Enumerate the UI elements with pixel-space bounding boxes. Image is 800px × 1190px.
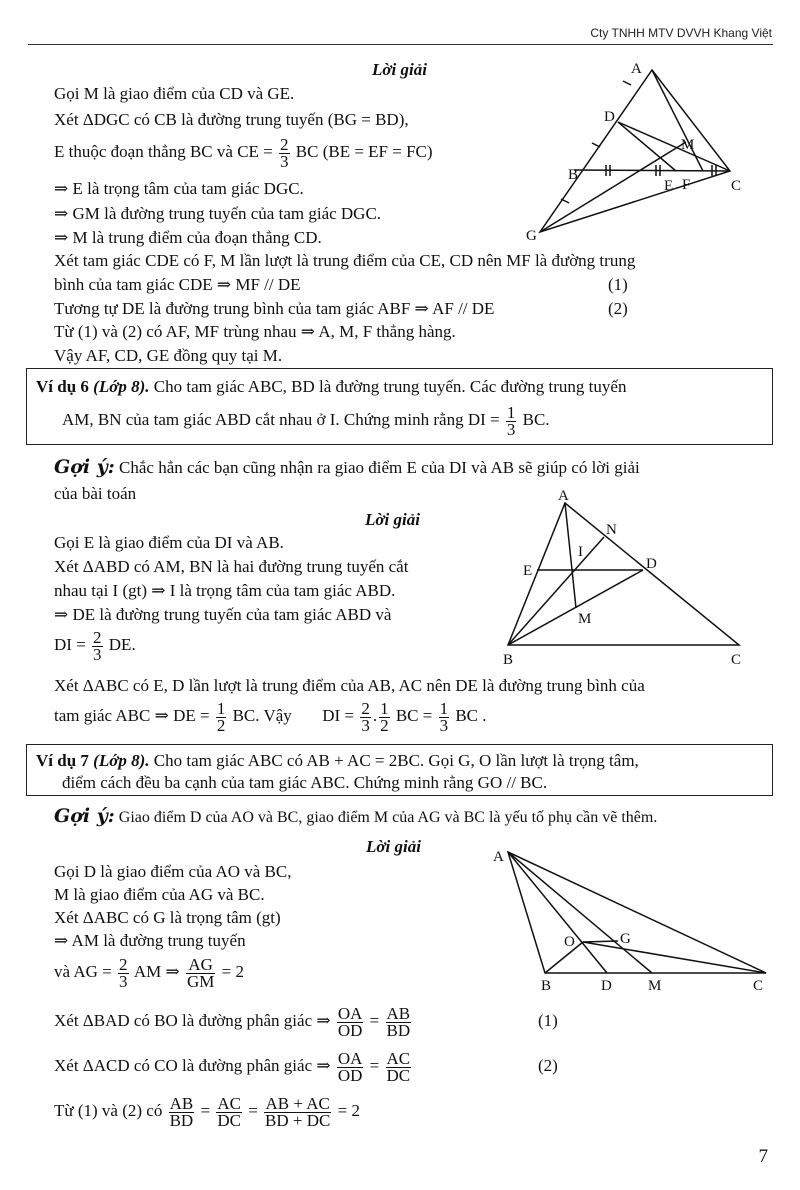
- point-label: A: [493, 849, 504, 865]
- text-line: ⇒ AM là đường trung tuyến: [54, 931, 246, 950]
- text-line: Xét ΔABC có E, D lần lượt là trung điểm của AB, AC nên DE là đường trung bình của: [54, 676, 645, 695]
- text-part: .: [372, 706, 378, 725]
- numerator: OA: [337, 1048, 363, 1068]
- numerator: 1: [506, 402, 516, 422]
- point-label: B: [568, 167, 579, 183]
- text-line: Từ (1) và (2) có AF, MF trùng nhau ⇒ A, M, F thẳng hàng.: [54, 322, 456, 341]
- numerator: AC: [386, 1048, 411, 1068]
- point-label: B: [541, 978, 552, 994]
- point-label: A: [631, 61, 642, 77]
- equation-tag: (1): [608, 275, 628, 294]
- segment-og: [583, 941, 618, 942]
- text-part: =: [200, 1101, 211, 1120]
- point-label: C: [731, 652, 742, 668]
- denominator: 3: [119, 971, 128, 991]
- text-part: Xét ΔACD có CO là đường phân giác ⇒: [54, 1056, 331, 1075]
- point-label: E: [664, 178, 674, 194]
- equation-tag: (2): [538, 1056, 558, 1075]
- numerator: AB + AC: [265, 1093, 330, 1113]
- point-label: D: [646, 556, 657, 572]
- text-part: AM, BN của tam giác ABD cắt nhau ở I. Chứng minh rằng DI =: [62, 410, 500, 429]
- text-line: nhau tại I (gt) ⇒ I là trọng tâm của tam giác ABD.: [54, 581, 396, 600]
- text-line: điểm cách đều ba cạnh của tam giác ABC. Chứng minh rằng GO // BC.: [62, 773, 548, 792]
- denominator: 3: [439, 715, 449, 735]
- text-part: và AG =: [54, 962, 112, 981]
- numerator: 1: [380, 698, 389, 718]
- segment-oc: [583, 942, 766, 973]
- section-heading: Lời giải: [372, 60, 427, 79]
- numerator: AB: [386, 1003, 411, 1023]
- text-part: =: [369, 1056, 380, 1075]
- text-line: Xét ΔABC có G là trọng tâm (gt): [54, 908, 281, 927]
- denominator: OD: [337, 1065, 363, 1085]
- numerator: AG: [186, 957, 215, 974]
- section-heading: Lời giải: [366, 837, 421, 856]
- segment-ad: [508, 852, 607, 973]
- text-line: ⇒ GM là đường trung tuyến của tam giác DGC.: [54, 204, 382, 223]
- triangle-abc: [508, 852, 766, 973]
- denominator: DC: [386, 1065, 411, 1085]
- text-line: M là giao điểm của AG và BC.: [54, 885, 265, 904]
- text-part: = 2: [337, 1101, 360, 1120]
- text-part: tam giác ABC ⇒ DE =: [54, 706, 210, 725]
- numerator: AB: [169, 1093, 194, 1113]
- point-label: C: [753, 978, 764, 994]
- text-line: ⇒ M là trung điểm của đoạn thẳng CD.: [54, 228, 322, 247]
- text-part: Cho tam giác ABC, BD là đường trung tuyến. Các đường trung tuyến: [153, 377, 627, 396]
- text-line: Tương tự DE là đường trung bình của tam giác ABF ⇒ AF // DE: [54, 299, 495, 318]
- example-grade: (Lớp 8).: [93, 377, 150, 396]
- numerator: OA: [337, 1003, 363, 1023]
- numerator: 2: [119, 954, 128, 974]
- denominator: DC: [217, 1110, 241, 1130]
- text-part: BC (BE = EF = FC): [295, 142, 433, 161]
- text-line: Gọi M là giao điểm của CD và GE.: [54, 84, 295, 103]
- numerator: 1: [439, 698, 449, 718]
- text-line: Gọi D là giao điểm của AO và BC,: [54, 862, 292, 881]
- text-line: Xét ΔABD có AM, BN là hai đường trung tuyến cắt: [54, 557, 409, 576]
- text-part: Giao điểm D của AO và BC, giao điểm M của AG và BC là yếu tố phụ cần vẽ thêm.: [118, 809, 658, 826]
- denominator: 3: [506, 419, 516, 439]
- point-label: C: [731, 178, 742, 194]
- text-part: Cho tam giác ABC có AB + AC = 2BC. Gọi G, O lần lượt là trọng tâm,: [153, 751, 639, 770]
- text-line: Vậy AF, CD, GE đồng quy tại M.: [54, 346, 283, 365]
- text-part: =: [248, 1101, 258, 1120]
- text-part: AM ⇒: [133, 962, 180, 981]
- point-label: E: [523, 563, 533, 579]
- text-part: DI =: [54, 635, 86, 654]
- denominator: 3: [361, 715, 370, 735]
- text-part: DI =: [322, 706, 355, 725]
- point-label: F: [682, 177, 691, 193]
- denominator: OD: [337, 1020, 363, 1040]
- numerator: 2: [280, 134, 289, 154]
- denominator: GM: [186, 971, 215, 991]
- publisher-header: Cty TNHH MTV DVVH Khang Việt: [590, 26, 772, 40]
- text-line: Xét tam giác CDE có F, M lần lượt là trung điểm của CE, CD nên MF là đường trung: [54, 251, 636, 270]
- denominator: 3: [93, 644, 102, 664]
- equation-tag: (1): [538, 1011, 558, 1030]
- text-line: bình của tam giác CDE ⇒ MF // DE: [54, 275, 301, 294]
- text-part: Từ (1) và (2) có: [54, 1101, 163, 1120]
- point-label: G: [526, 228, 537, 244]
- text-line: ⇒ E là trọng tâm của tam giác DGC.: [54, 179, 304, 198]
- text-part: BC =: [395, 706, 433, 725]
- point-label: M: [681, 137, 695, 153]
- segment-am: [508, 852, 652, 973]
- text-part: E thuộc đoạn thẳng BC và CE =: [54, 142, 273, 161]
- text-line: của bài toán: [54, 484, 137, 503]
- point-label: M: [648, 978, 662, 994]
- denominator: BD + DC: [265, 1110, 331, 1130]
- denominator: BD: [386, 1020, 411, 1040]
- text-line: Gọi E là giao điểm của DI và AB.: [54, 533, 284, 552]
- section-heading: Lời giải: [365, 510, 420, 529]
- example-label: Ví dụ 6: [36, 377, 89, 396]
- denominator: BD: [169, 1110, 194, 1130]
- text-line: ⇒ DE là đường trung tuyến của tam giác ABD và: [54, 605, 392, 624]
- text-part: Chắc hẳn các bạn cũng nhận ra giao điểm E của DI và AB sẽ giúp có lời giải: [119, 458, 640, 477]
- page-number: 7: [758, 1146, 768, 1167]
- denominator: 3: [280, 151, 289, 171]
- example-label: Ví dụ 7: [36, 751, 89, 770]
- denominator: 2: [380, 715, 389, 735]
- equation-tag: (2): [608, 299, 628, 318]
- point-label: M: [578, 611, 592, 627]
- numerator: 2: [93, 627, 102, 647]
- denominator: 2: [216, 715, 226, 735]
- text-part: =: [369, 1011, 380, 1030]
- point-label: N: [606, 522, 617, 538]
- numerator: 1: [216, 698, 226, 718]
- point-label: A: [558, 488, 569, 504]
- example-grade: (Lớp 8).: [93, 751, 150, 770]
- numerator: 2: [361, 698, 370, 718]
- text-part: BC.: [522, 410, 550, 429]
- text-part: BC. Vậy: [232, 706, 292, 725]
- text-part: = 2: [221, 962, 244, 981]
- point-label: O: [564, 934, 575, 950]
- text-part: BC .: [455, 706, 487, 725]
- point-label: I: [578, 544, 583, 560]
- hint-label: Gợi ý:: [54, 805, 115, 827]
- point-label: G: [620, 931, 631, 947]
- hint-label: Gợi ý:: [54, 456, 115, 478]
- text-line: Xét ΔDGC có CB là đường trung tuyến (BG = BD),: [54, 110, 409, 129]
- point-label: B: [503, 652, 514, 668]
- point-label: D: [601, 978, 612, 994]
- text-part: DE.: [108, 635, 136, 654]
- point-label: D: [604, 109, 615, 125]
- text-part: Xét ΔBAD có BO là đường phân giác ⇒: [54, 1011, 331, 1030]
- numerator: AC: [217, 1093, 241, 1113]
